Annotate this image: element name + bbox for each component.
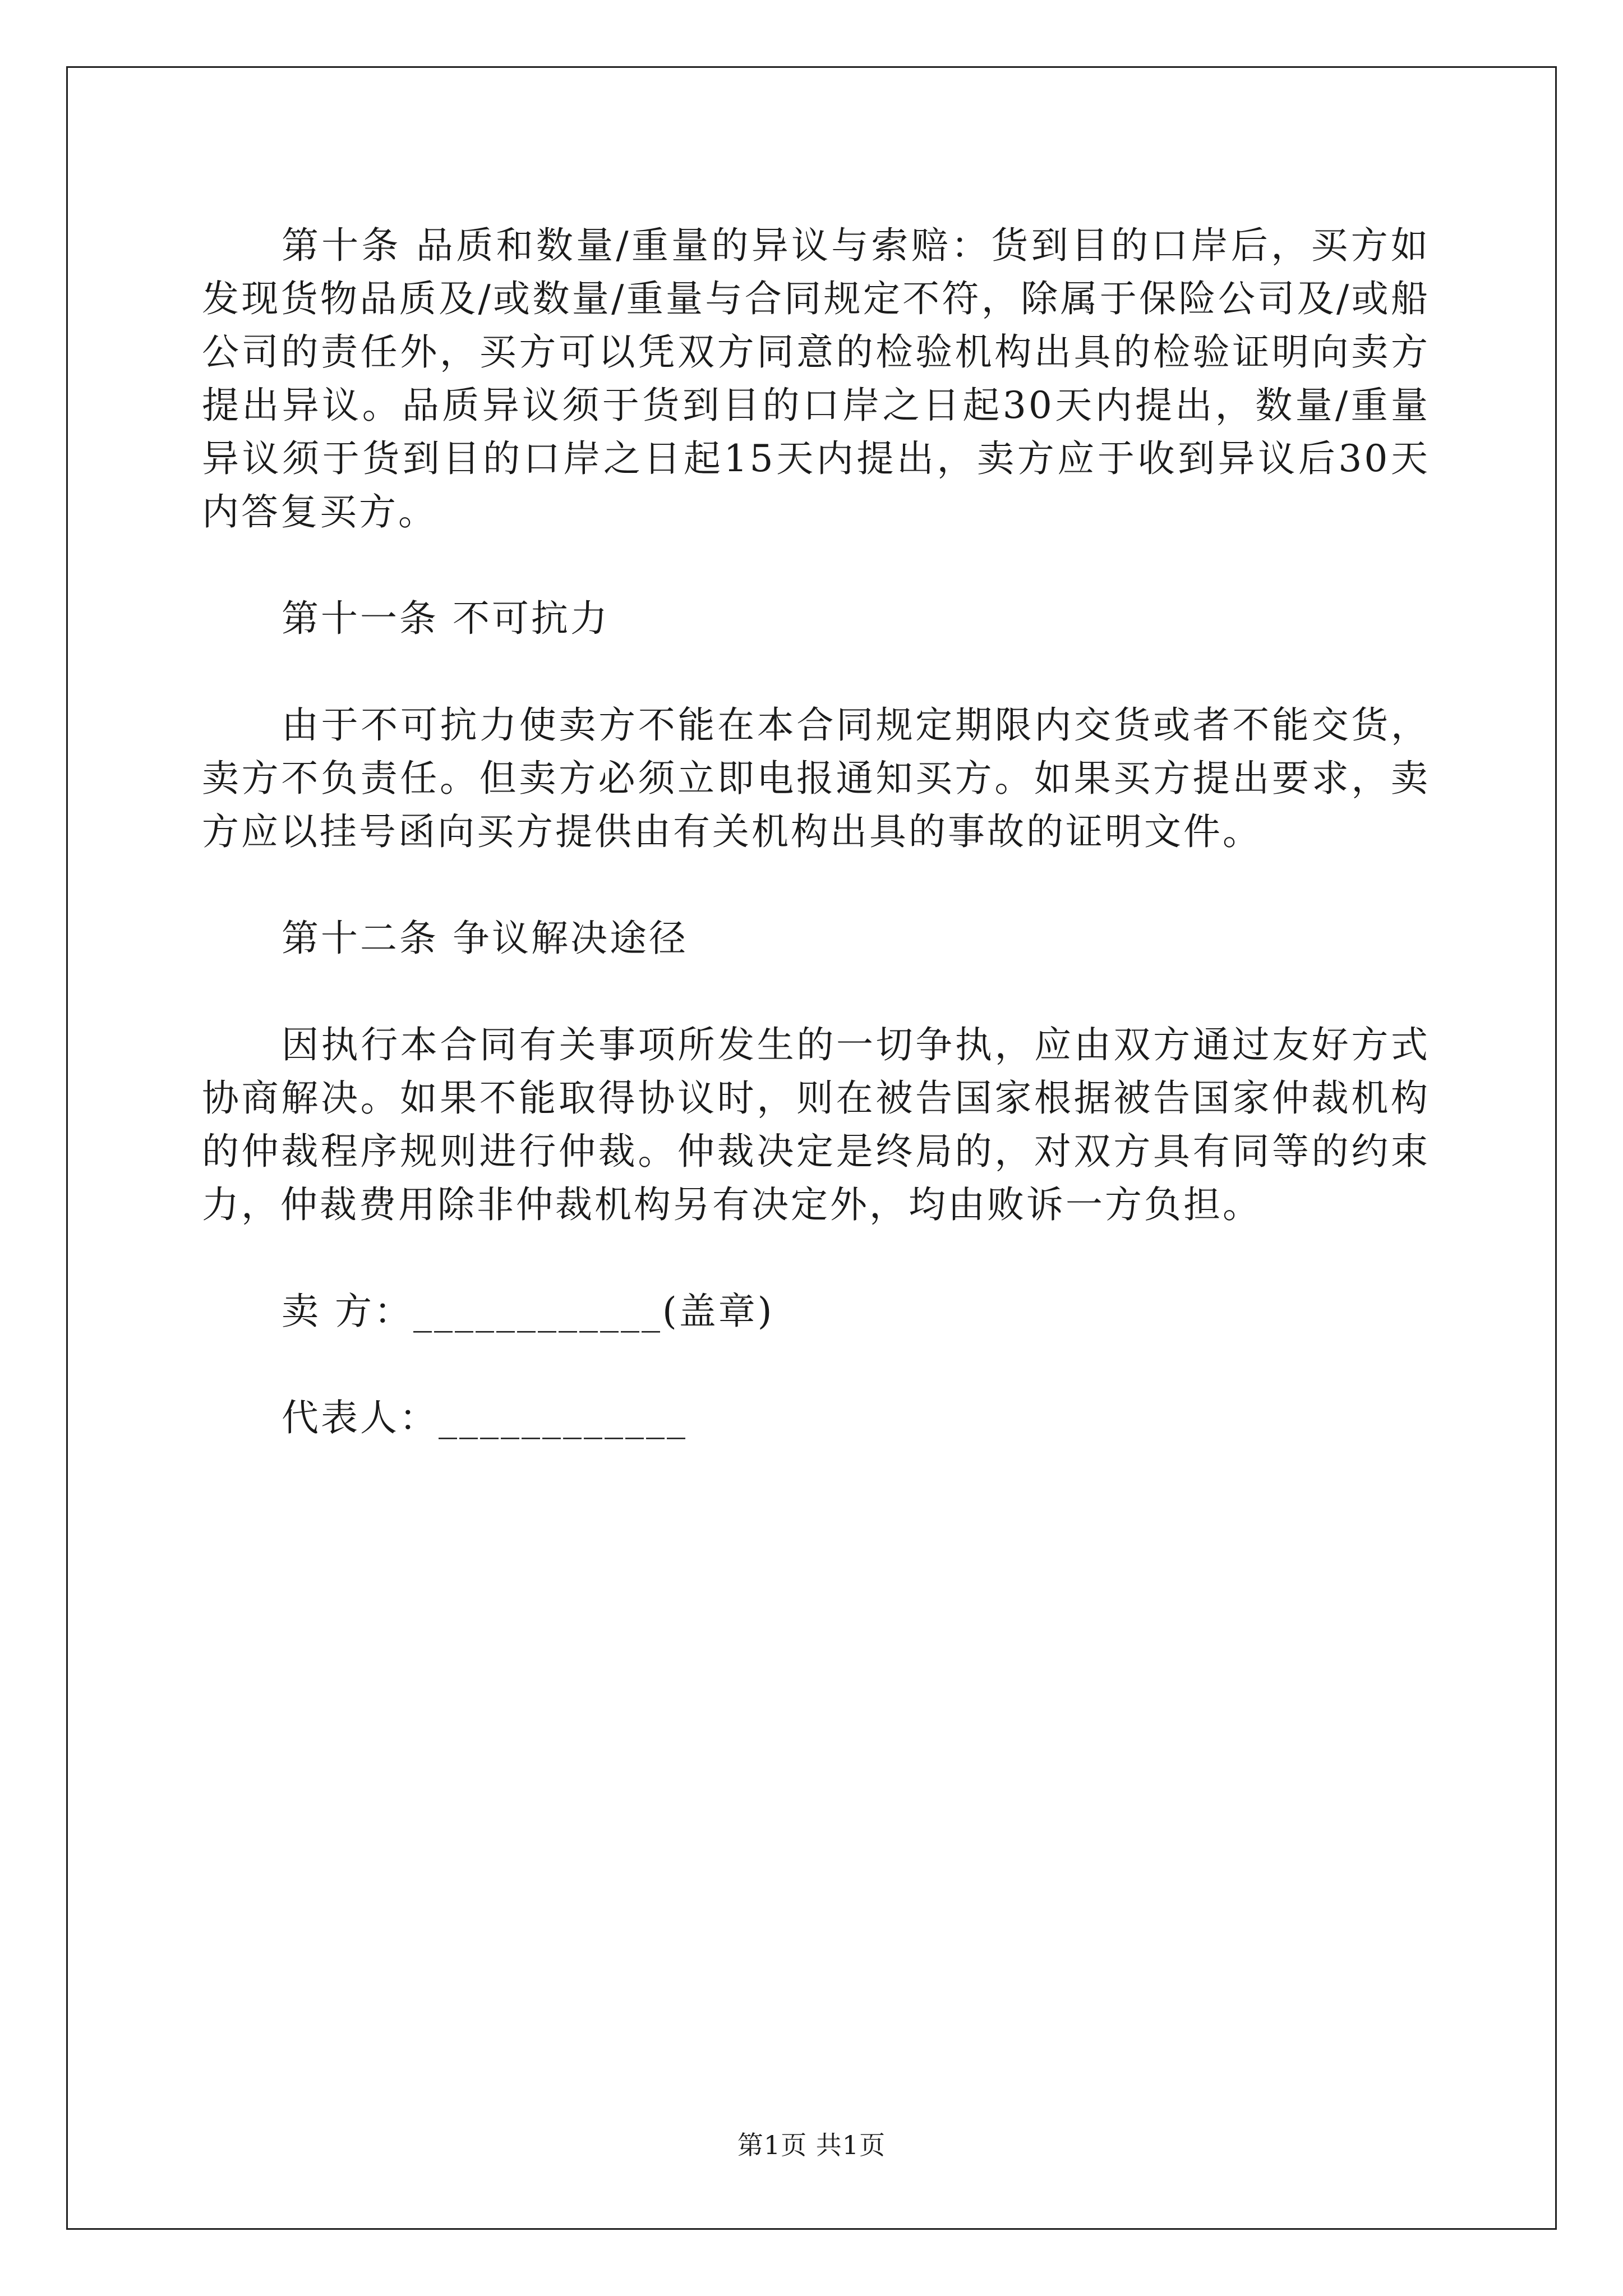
article-12-paragraph: 因执行本合同有关事项所发生的一切争执，应由双方通过友好方式协商解决。如果不能取得协议时，则在被告国家根据被告国家仲裁机构的仲裁程序规则进行仲裁。仲裁决定是终局的，对双方具有同等的约束力，仲裁费用除非仲裁机构另有决定外，均由败诉一方负担。 <box>202 1023 1430 1226</box>
article-10-paragraph: 第十条 品质和数量/重量的异议与索赔：货到目的口岸后，买方如发现货物品质及/或数量/重量与合同规定不符，除属于保险公司及/或船公司的责任外，买方可以凭双方同意的检验机构出具的检验证明向卖方提出异议。品质异议须于货到目的口岸之日起30天内提出，数量/重量异议须于货到目的口岸之日起15天内提出，卖方应于收到异议后30天内答复买方。 <box>202 224 1430 533</box>
representative-signature-line: 代表人：____________ <box>282 1396 688 1439</box>
document-body <box>202 219 1430 1498</box>
article-11-paragraph: 由于不可抗力使卖方不能在本合同规定期限内交货或者不能交货，卖方不负责任。但卖方必须立即电报通知买方。如果买方提出要求，卖方应以挂号函向买方提供由有关机构出具的事故的证明文件。 <box>202 703 1430 853</box>
seller-signature-line: 卖 方：____________(盖章) <box>282 1290 774 1333</box>
article-11-heading: 第十一条 不可抗力 <box>282 597 610 640</box>
article-12-heading: 第十二条 争议解决途径 <box>282 917 688 960</box>
page-footer: 第1页 共1页 <box>737 2130 886 2160</box>
